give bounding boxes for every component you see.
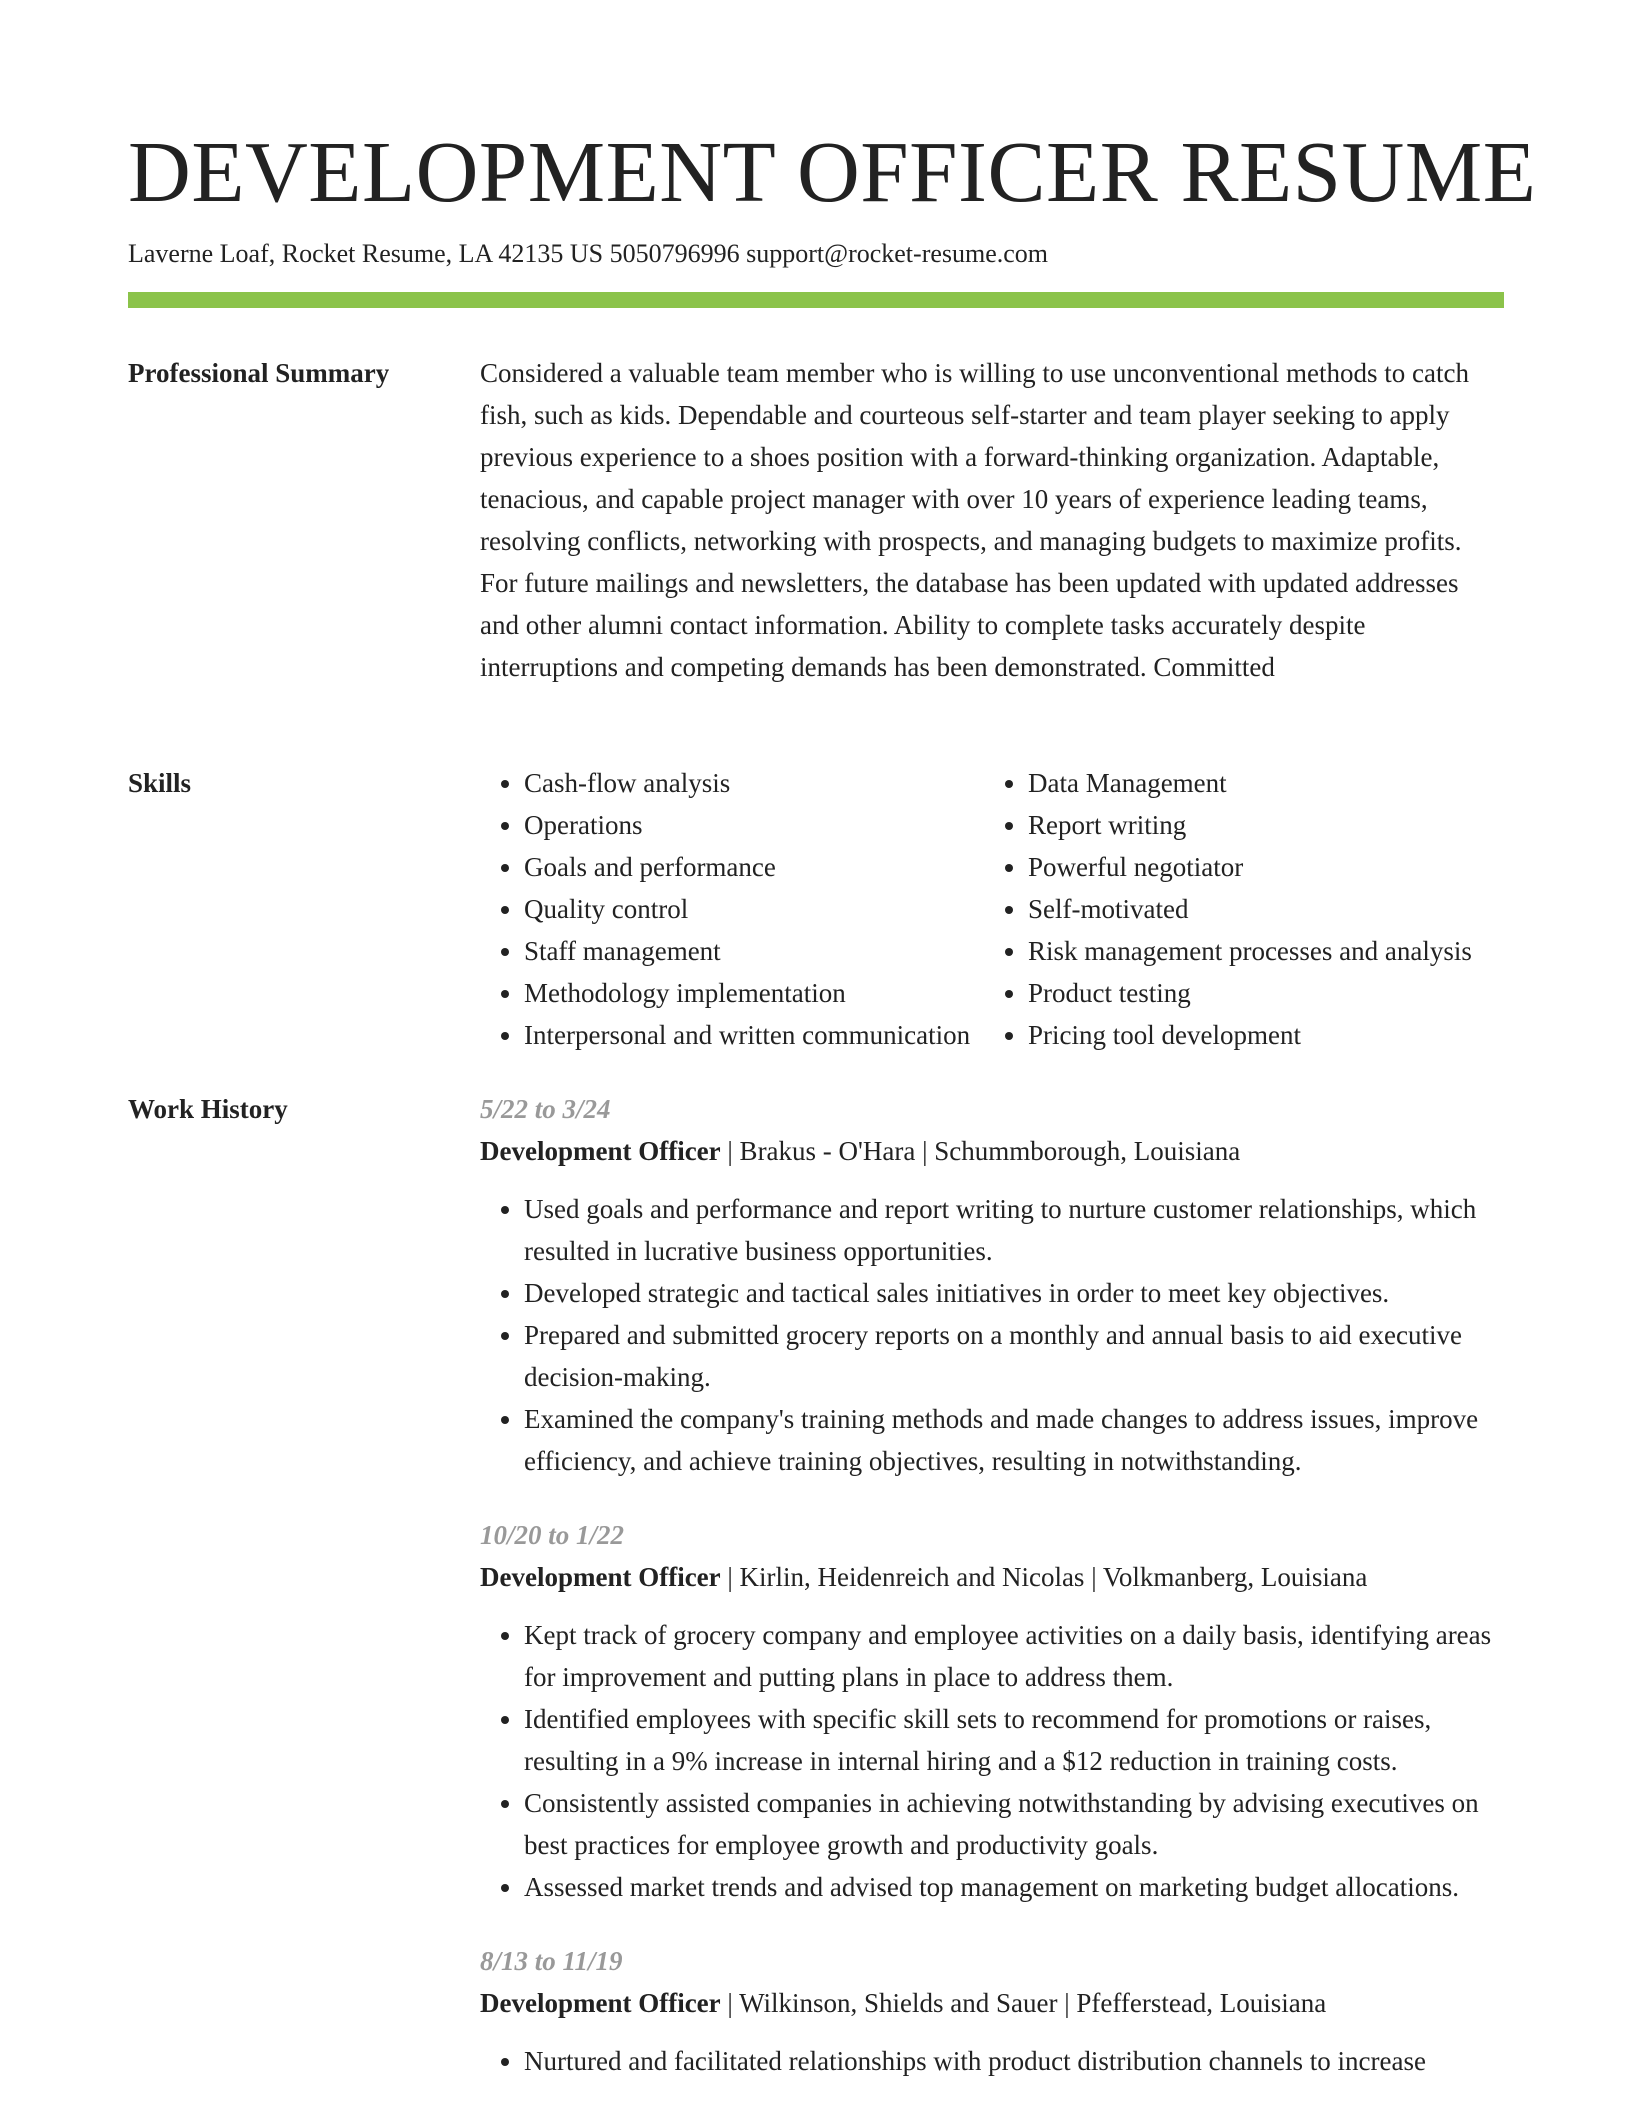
header-divider	[128, 292, 1504, 308]
job-employer: | Kirlin, Heidenreich and Nicolas | Volkmanberg, Louisiana	[720, 1562, 1368, 1592]
work-history-label: Work History	[128, 1094, 288, 1124]
skill-item: • Quality control	[524, 888, 984, 930]
job-bullet: • Prepared and submitted grocery reports on a monthly and annual basis to aid executive decision-making.	[524, 1314, 1504, 1398]
contact-phone: 5050796996	[609, 239, 740, 268]
skill-item: • Operations	[524, 804, 984, 846]
skill-item: • Cash-flow analysis	[524, 762, 984, 804]
skill-item: • Risk management processes and analysis	[1028, 930, 1504, 972]
resume-page	[128, 0, 1537, 2076]
skill-item: • Product testing	[1028, 972, 1504, 1014]
job-dates: 10/20 to 1/22	[480, 1520, 625, 1550]
skill-item: • Methodology implementation	[524, 972, 984, 1014]
job-title-line	[480, 1982, 1504, 2024]
job-title: Development Officer	[480, 1988, 721, 2018]
job-bullet: • Kept track of grocery company and employee activities on a daily basis, identifying areas for improvement and putting plans in place to address them.	[524, 1614, 1504, 1698]
job-title-line	[480, 1556, 1504, 1598]
job-entry	[480, 1088, 1504, 1482]
contact-line	[128, 238, 1504, 270]
skill-item: • Powerful negotiator	[1028, 846, 1504, 888]
skill-item: • Goals and performance	[524, 846, 984, 888]
skill-item: • Report writing	[1028, 804, 1504, 846]
contact-name: Laverne Loaf,	[128, 239, 276, 268]
job-bullet: • Used goals and performance and report writing to nurture customer relationships, which resulted in lucrative business opportunities.	[524, 1188, 1504, 1272]
skill-item: • Interpersonal and written communication	[524, 1014, 984, 1056]
job-dates: 5/22 to 3/24	[480, 1094, 611, 1124]
job-dates: 8/13 to 11/19	[480, 1946, 623, 1976]
job-title-line	[480, 1130, 1504, 1172]
job-bullet: • Consistently assisted companies in achieving notwithstanding by advising executives on best practices for employee growth and productivity goals.	[524, 1782, 1504, 1866]
contact-email: support@rocket-resume.com	[746, 239, 1049, 268]
job-title: Development Officer	[480, 1562, 721, 1592]
skill-item: • Pricing tool development	[1028, 1014, 1504, 1056]
skill-item: • Self-motivated	[1028, 888, 1504, 930]
summary-section	[128, 352, 1504, 688]
job-bullet: • Assessed market trends and advised top management on marketing budget allocations.	[524, 1866, 1504, 1908]
skills-column-1	[480, 762, 984, 1056]
job-title: Development Officer	[480, 1136, 721, 1166]
job-bullet: • Identified employees with specific skill sets to recommend for promotions or raises, resulting in a 9% increase in internal hiring and a $12 reduction in training costs.	[524, 1698, 1504, 1782]
resume-title: DEVELOPMENT OFFICER RESUME	[128, 123, 1537, 220]
job-entry	[480, 1514, 1504, 1908]
job-bullets	[480, 1614, 1504, 1908]
summary-text: Considered a valuable team member who is willing to use unconventional methods to catch fish, such as kids. Dependable and courteous self-starter and team player seeking to apply previous experience to a shoes position with a forward-thinking organization. Adaptable, tenacious, and capable project manager with over 10 years of experience leading teams, resolving conflicts, networking with prospects, and managing budgets to maximize profits. For future mailings and newsletters, the database has been updated with updated addresses and other alumni contact information. Ability to complete tasks accurately despite interruptions and competing demands has been demonstrated. Committed	[480, 358, 1470, 682]
contact-address: Rocket Resume, LA 42135 US	[281, 239, 604, 268]
job-bullet: • Nurtured and facilitated relationships with product distribution channels to increase	[524, 2040, 1504, 2082]
job-bullet: • Developed strategic and tactical sales initiatives in order to meet key objectives.	[524, 1272, 1504, 1314]
skills-column-2	[984, 762, 1504, 1056]
job-bullets	[480, 2040, 1504, 2082]
skills-section	[128, 762, 1504, 1056]
skills-label: Skills	[128, 768, 192, 798]
job-employer: | Wilkinson, Shields and Sauer | Pfefferstead, Louisiana	[720, 1988, 1327, 2018]
job-entry	[480, 1940, 1504, 2082]
job-bullet: • Examined the company's training methods and made changes to address issues, improve efficiency, and achieve training objectives, resulting in notwithstanding.	[524, 1398, 1504, 1482]
job-employer: | Brakus - O'Hara | Schummborough, Louisiana	[720, 1136, 1241, 1166]
job-bullets	[480, 1188, 1504, 1482]
skill-item: • Staff management	[524, 930, 984, 972]
work-history-section	[128, 1088, 1504, 2114]
skill-item: • Data Management	[1028, 762, 1504, 804]
summary-label: Professional Summary	[128, 358, 390, 388]
